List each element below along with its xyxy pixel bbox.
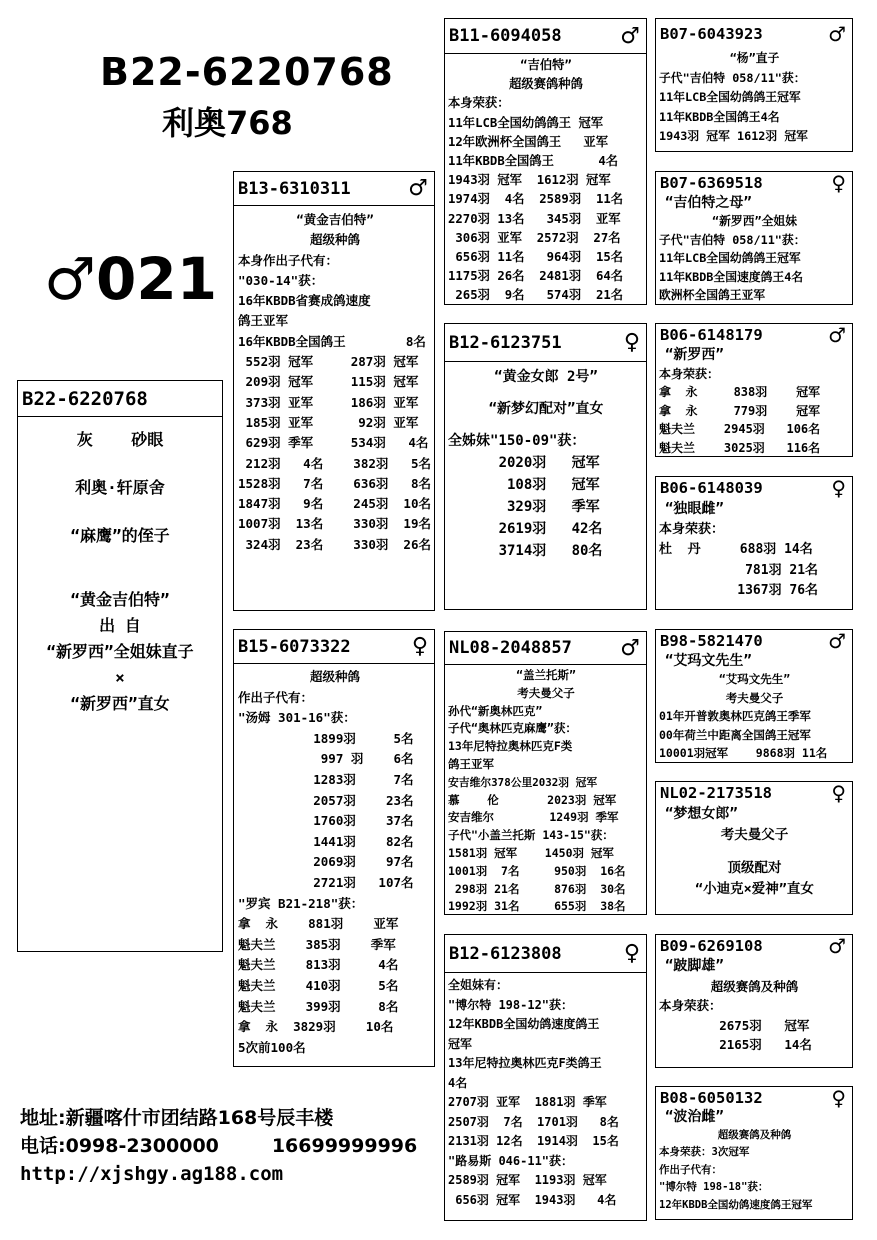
great-grandparent-card bbox=[655, 934, 853, 1068]
detail-line: "博尔特 198-18"获： bbox=[659, 1181, 769, 1193]
detail-line: 魁夫兰 410羽 5名 bbox=[238, 977, 399, 993]
detail-line: 12年KBDB全国幼鸽速度鸽王 bbox=[448, 1017, 600, 1031]
main-line: 利奥·轩原舍 bbox=[75, 478, 165, 497]
detail-line: 子代"吉伯特 058/11"获： bbox=[659, 232, 806, 247]
detail-line: 5次前100名 bbox=[238, 1039, 306, 1055]
paternal-granddam-card bbox=[444, 323, 647, 610]
detail-line: 本身荣获： bbox=[659, 521, 725, 537]
male-icon: ♂ bbox=[828, 629, 846, 653]
detail-line: 2707羽 亚军 1881羽 季军 bbox=[448, 1095, 607, 1109]
detail-line: 1974羽 4名 2589羽 11名 bbox=[448, 192, 624, 207]
detail-line: 魁夫兰 385羽 季军 bbox=[238, 936, 396, 952]
page-title-ring-number: B22-6220768 bbox=[100, 50, 394, 94]
detail-line: 16年KBDB省赛成鸽速度 bbox=[238, 293, 371, 309]
card-details bbox=[656, 49, 852, 147]
main-line: “黄金吉伯特” bbox=[70, 590, 170, 609]
ring-number: B12-6123751 bbox=[449, 332, 562, 353]
card-details bbox=[656, 652, 852, 762]
detail-line: 慕 伦 2023羽 冠军 bbox=[448, 792, 617, 807]
detail-line: “艾玛文先生” bbox=[718, 672, 791, 687]
detail-line: “盖兰托斯” bbox=[516, 668, 576, 682]
sire-details bbox=[234, 206, 434, 555]
great-grandparent-card bbox=[655, 323, 853, 457]
detail-line: 拿 永 779羽 冠军 bbox=[659, 403, 821, 418]
detail-line: “黄金吉伯特” bbox=[296, 212, 374, 227]
detail-line: 顶级配对 bbox=[727, 860, 782, 876]
detail-line bbox=[448, 420, 644, 430]
detail-line: 11年LCB全国幼鸽鸽王冠军 bbox=[659, 251, 801, 266]
dam-card bbox=[233, 629, 435, 1067]
detail-line: "路易斯 046-11"获： bbox=[448, 1153, 574, 1168]
main-line bbox=[18, 569, 222, 587]
dam-ring-number: B15-6073322 bbox=[238, 636, 351, 657]
male-icon: ♂ bbox=[408, 176, 428, 201]
detail-line: 考夫曼父子 bbox=[725, 690, 784, 705]
card-details bbox=[656, 499, 852, 602]
card-details bbox=[656, 346, 852, 457]
ring-number: B08-6050132 bbox=[660, 1089, 763, 1107]
ring-number: B06-6148179 bbox=[660, 326, 763, 344]
detail-line: 本身荣获：3次冠军 bbox=[659, 1146, 750, 1158]
detail-line: 373羽 亚军 186羽 亚军 bbox=[238, 394, 419, 410]
detail-line: 209羽 冠军 115羽 冠军 bbox=[238, 374, 419, 390]
detail-line: 拿 永 3829羽 10名 bbox=[238, 1019, 394, 1035]
detail-line: 1899羽 5名 bbox=[238, 730, 414, 746]
detail-line: “黄金女郎 2号” bbox=[494, 369, 598, 385]
address: 地址:新疆喀什市团结路168号辰丰楼 bbox=[20, 1107, 334, 1129]
detail-line: 185羽 亚军 92羽 亚军 bbox=[238, 414, 419, 430]
detail-line: 656羽 11名 964羽 15名 bbox=[448, 250, 624, 265]
detail-line: 629羽 季军 534羽 4名 bbox=[238, 435, 429, 451]
detail-line: 12年KBDB全国幼鸽速度鸽王冠军 bbox=[659, 1198, 813, 1211]
paternal-grandsire-card bbox=[444, 18, 647, 305]
detail-line: “新罗西” bbox=[665, 347, 724, 363]
detail-line: 1001羽 7名 950羽 16名 bbox=[448, 863, 626, 878]
website-link[interactable]: http://xjshgy.ag188.com bbox=[20, 1163, 284, 1185]
detail-line: 子代“奥林匹克麻鹰”获： bbox=[448, 721, 577, 736]
detail-line: “吉伯特” bbox=[520, 58, 572, 72]
detail-line: 265羽 9名 574羽 21名 bbox=[448, 288, 624, 303]
male-icon: ♂ bbox=[828, 934, 846, 958]
maternal-grandsire-card bbox=[444, 631, 647, 915]
ring-number: NL08-2048857 bbox=[449, 638, 572, 658]
detail-line: 1760羽 37名 bbox=[238, 813, 414, 829]
detail-line: 魁夫兰 399羽 8名 bbox=[238, 998, 399, 1014]
female-icon: ♀ bbox=[831, 1086, 846, 1110]
detail-line: 2069羽 97名 bbox=[238, 854, 414, 870]
detail-line: 本身荣获： bbox=[659, 366, 720, 381]
phone: 电话:0998-2300000 16699999996 bbox=[20, 1135, 418, 1157]
male-icon: ♂ bbox=[828, 22, 846, 46]
detail-line: 考夫曼父子 bbox=[517, 685, 575, 700]
female-icon: ♀ bbox=[831, 781, 846, 805]
detail-line: 考夫曼父子 bbox=[720, 827, 789, 843]
ring-number: B12-6123808 bbox=[449, 943, 562, 964]
detail-line: 329羽 季军 bbox=[448, 499, 600, 515]
detail-line: 1528羽 7名 636羽 8名 bbox=[238, 475, 431, 491]
detail-line: 超级种鸽 bbox=[309, 669, 360, 684]
detail-line: 本身荣获： bbox=[448, 96, 510, 111]
main-line bbox=[18, 455, 222, 473]
main-bird-details bbox=[18, 417, 222, 717]
card-details bbox=[656, 957, 852, 1055]
great-grandparent-card bbox=[655, 629, 853, 763]
detail-line: 306羽 亚军 2572羽 27名 bbox=[448, 230, 621, 245]
detail-line: 子代"吉伯特 058/11"获： bbox=[659, 70, 806, 85]
male-icon: ♂ bbox=[620, 635, 640, 661]
detail-line: 孙代“新奥林匹克” bbox=[448, 703, 543, 718]
ring-number: B06-6148039 bbox=[660, 479, 763, 497]
detail-line: 杜 丹 688羽 14名 bbox=[659, 542, 813, 557]
page-title-bird-name: 利奥768 bbox=[162, 104, 293, 142]
detail-line: “波治雌” bbox=[665, 1109, 724, 1125]
detail-line: 324羽 23名 330羽 26名 bbox=[238, 536, 431, 552]
main-line: “麻鹰”的侄子 bbox=[70, 526, 170, 545]
main-line: “新罗西”直女 bbox=[70, 694, 170, 713]
great-grandparent-card bbox=[655, 171, 853, 305]
main-line: × bbox=[115, 668, 125, 687]
detail-line: 安吉维尔 1249羽 季军 bbox=[448, 810, 619, 825]
card-details bbox=[656, 1109, 852, 1214]
main-line bbox=[18, 503, 222, 521]
detail-line: 2589羽 冠军 1193羽 冠军 bbox=[448, 1173, 607, 1187]
detail-line: "博尔特 198-12"获： bbox=[448, 997, 574, 1012]
detail-line: 11年KBDB全国鸽王 4名 bbox=[448, 154, 619, 169]
detail-line: 1283羽 7名 bbox=[238, 771, 414, 787]
detail-line: 1581羽 冠军 1450羽 冠军 bbox=[448, 845, 614, 860]
detail-line: 2507羽 7名 1701羽 8名 bbox=[448, 1114, 619, 1129]
detail-line: 13年尼特拉奥林匹克F类 bbox=[448, 739, 573, 754]
detail-line: 本身作出子代有： bbox=[238, 252, 339, 268]
detail-line: 212羽 4名 382羽 5名 bbox=[238, 455, 431, 471]
detail-line: 2057羽 23名 bbox=[238, 792, 414, 808]
detail-line: 2020羽 冠军 bbox=[448, 455, 600, 471]
detail-line: 2721羽 107名 bbox=[238, 874, 414, 890]
card-details bbox=[656, 804, 852, 900]
detail-line: 11年KBDB全国速度鸽王4名 bbox=[659, 269, 804, 284]
detail-line: 魁夫兰 2945羽 106名 bbox=[659, 422, 821, 437]
detail-line: 1943羽 冠军 1612羽 冠军 bbox=[448, 173, 611, 188]
male-icon: ♂ bbox=[620, 23, 640, 49]
detail-line: "汤姆 301-16"获： bbox=[238, 710, 356, 726]
maternal-granddam-card bbox=[444, 934, 647, 1221]
main-line: 灰 砂眼 bbox=[76, 430, 164, 449]
detail-line: 11年LCB全国幼鸽鸽王 冠军 bbox=[448, 115, 604, 130]
detail-line: 鸽王亚军 bbox=[238, 313, 289, 329]
detail-line: 作出子代有： bbox=[659, 1163, 722, 1176]
card-details bbox=[445, 665, 646, 915]
female-icon: ♀ bbox=[411, 634, 428, 659]
dam-details bbox=[234, 664, 434, 1058]
ring-number: NL02-2173518 bbox=[660, 784, 772, 802]
female-icon: ♀ bbox=[623, 941, 640, 966]
detail-line: 魁夫兰 3025羽 116名 bbox=[659, 440, 821, 455]
contact-footer bbox=[20, 1104, 417, 1188]
detail-line: 12年欧洲杯全国鸽王 亚军 bbox=[448, 134, 608, 149]
detail-line: 1441羽 82名 bbox=[238, 833, 414, 849]
detail-line: 超级赛鸽种鸽 bbox=[509, 77, 583, 92]
detail-line: 全姊妹"150-09"获： bbox=[448, 433, 586, 449]
detail-line bbox=[448, 388, 644, 398]
detail-line: “跛脚雄” bbox=[665, 958, 724, 974]
detail-line: 1992羽 31名 655羽 38名 bbox=[448, 899, 626, 914]
detail-line: “吉伯特之母” bbox=[665, 195, 752, 211]
card-details bbox=[656, 194, 852, 304]
detail-line: 4名 bbox=[448, 1075, 468, 1090]
detail-line: 超级种鸽 bbox=[309, 232, 360, 248]
female-icon: ♀ bbox=[831, 171, 846, 195]
detail-line: 安吉维尔378公里2032羽 冠军 bbox=[448, 775, 598, 789]
detail-line: 656羽 冠军 1943羽 4名 bbox=[448, 1192, 617, 1207]
detail-line: 本身荣获： bbox=[659, 998, 722, 1013]
great-grandparent-card bbox=[655, 1086, 853, 1220]
detail-line: 1007羽 13名 330羽 19名 bbox=[238, 516, 431, 532]
main-bird-card bbox=[17, 380, 223, 952]
main-line: 出 自 bbox=[99, 616, 141, 635]
detail-line: 3714羽 80名 bbox=[448, 543, 603, 559]
detail-line: 781羽 21名 bbox=[659, 562, 819, 578]
detail-line: 1847羽 9名 245羽 10名 bbox=[238, 496, 431, 512]
detail-line: 欧洲杯全国鸽王亚军 bbox=[659, 288, 766, 303]
detail-line: 11年KBDB全国鸽王4名 bbox=[659, 109, 780, 124]
detail-line: 魁夫兰 813羽 4名 bbox=[238, 957, 399, 973]
detail-line: “小迪克×爱神”直女 bbox=[695, 881, 814, 897]
card-details bbox=[445, 362, 646, 562]
female-icon: ♀ bbox=[623, 330, 640, 355]
detail-line: 超级赛鸽及种鸽 bbox=[710, 978, 799, 994]
detail-line: 子代"小盖兰托斯 143-15"获： bbox=[448, 828, 614, 843]
detail-line: “艾玛文先生” bbox=[665, 653, 752, 669]
main-ring-number: B22-6220768 bbox=[22, 387, 148, 410]
detail-line: 01年开普敦奥林匹克鸽王季军 bbox=[659, 709, 811, 724]
main-line: “新罗西”全姐妹直子 bbox=[46, 642, 194, 661]
card-details bbox=[445, 54, 646, 305]
sire-ring-number: B13-6310311 bbox=[238, 178, 351, 199]
detail-line: 拿 永 881羽 亚军 bbox=[238, 916, 399, 932]
detail-line: 10001羽冠军 9868羽 11名 bbox=[659, 746, 828, 761]
detail-line: 2165羽 14名 bbox=[659, 1037, 812, 1052]
detail-line: 1367羽 76名 bbox=[659, 583, 819, 598]
detail-line: 108羽 冠军 bbox=[448, 477, 600, 493]
ring-number: B09-6269108 bbox=[660, 937, 763, 955]
detail-line: 冠军 bbox=[448, 1036, 473, 1051]
detail-line: “新罗西”全姐妹 bbox=[712, 214, 797, 229]
detail-line: 1943羽 冠军 1612羽 冠军 bbox=[659, 129, 808, 143]
detail-line: 超级赛鸽及种鸽 bbox=[717, 1128, 792, 1141]
detail-line: 2675羽 冠军 bbox=[659, 1017, 810, 1033]
detail-line: 作出子代有： bbox=[238, 689, 314, 705]
detail-line: “梦想女郎” bbox=[665, 806, 738, 822]
card-details bbox=[445, 973, 646, 1210]
detail-line: 全姐妹有： bbox=[448, 978, 509, 992]
great-grandparent-card bbox=[655, 18, 853, 152]
detail-line: 00年荷兰中距离全国鸽王冠军 bbox=[659, 727, 811, 742]
bird-sex-and-number: ♂021 bbox=[44, 245, 218, 313]
female-icon: ♀ bbox=[831, 476, 846, 500]
ring-number: B11-6094058 bbox=[449, 26, 562, 46]
detail-line: 2619羽 42名 bbox=[448, 521, 603, 537]
ring-number: B07-6043923 bbox=[660, 25, 763, 43]
detail-line: “杨”直子 bbox=[729, 51, 780, 65]
sire-card bbox=[233, 171, 435, 611]
detail-line: 2131羽 12名 1914羽 15名 bbox=[448, 1134, 619, 1148]
detail-line: 11年LCB全国幼鸽鸽王冠军 bbox=[659, 90, 801, 104]
detail-line: "030-14"获： bbox=[238, 272, 324, 288]
great-grandparent-card bbox=[655, 781, 853, 915]
ring-number: B07-6369518 bbox=[660, 174, 763, 192]
detail-line: "罗宾 B21-218"获： bbox=[238, 895, 364, 911]
detail-line: “新梦幻配对”直女 bbox=[488, 401, 604, 417]
detail-line: 拿 永 838羽 冠军 bbox=[659, 385, 821, 400]
male-icon: ♂ bbox=[828, 323, 846, 347]
detail-line: 13年尼特拉奥林匹克F类鸽王 bbox=[448, 1056, 602, 1070]
detail-line: 1175羽 26名 2481羽 64名 bbox=[448, 269, 624, 284]
great-grandparent-card bbox=[655, 476, 853, 610]
detail-line: 298羽 21名 876羽 30名 bbox=[448, 881, 626, 896]
detail-line: “独眼雌” bbox=[665, 501, 724, 517]
detail-line: 鸽王亚军 bbox=[448, 756, 494, 771]
detail-line: 2270羽 13名 345羽 亚军 bbox=[448, 211, 621, 226]
detail-line: 16年KBDB全国鸽王 8名 bbox=[238, 333, 426, 349]
detail-line: 552羽 冠军 287羽 冠军 bbox=[238, 354, 419, 370]
detail-line: 997 羽 6名 bbox=[238, 751, 414, 767]
ring-number: B98-5821470 bbox=[660, 632, 763, 650]
detail-line bbox=[659, 846, 850, 858]
main-line bbox=[18, 551, 222, 569]
